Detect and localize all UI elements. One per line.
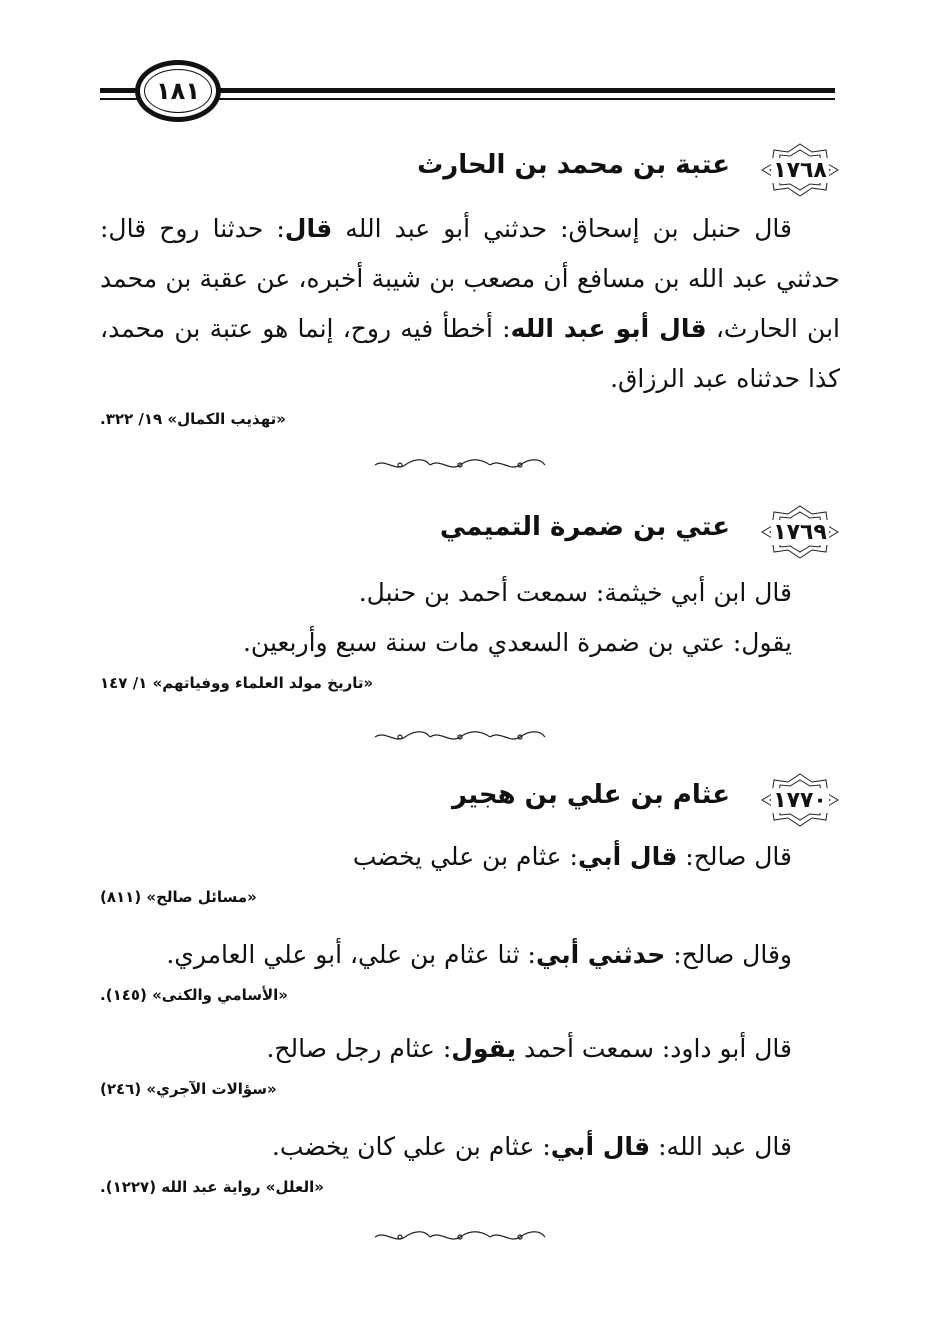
- entry-paragraph: [100, 204, 840, 404]
- source-citation: «تهذيب الكمال» ١٩/ ٣٢٢.: [100, 410, 286, 428]
- source-row: [100, 980, 840, 1010]
- text-run: قال صالح:: [677, 842, 792, 871]
- text-run: : ثنا عثام بن علي، أبو علي العامري.: [166, 940, 536, 969]
- entry-line: قال ابن أبي خيثمة: سمعت أحمد بن حنبل.: [358, 578, 792, 607]
- source-citation: «العلل» رواية عبد الله (١٢٢٧).: [100, 1178, 324, 1196]
- text-run: قال أبو داود: سمعت أحمد: [516, 1034, 792, 1063]
- entry-1769: [100, 504, 840, 698]
- page-number: ١٨١: [135, 60, 221, 122]
- source-row: [100, 404, 840, 434]
- source-row: [100, 1074, 840, 1104]
- text-run: قال حنبل بن إسحاق: حدثني أبو عبد الله: [332, 214, 792, 243]
- entry-1770: [100, 772, 840, 1202]
- bold-run: قال أبي: [577, 842, 678, 871]
- text-run: قال عبد الله:: [650, 1132, 792, 1161]
- text-run: : حدثنا روح قال: حدثني عبد الله بن مسافع أن مصعب بن شيبة أخبره، عن عقبة بن محمد ابن الحارث،: [100, 214, 840, 343]
- floral-divider-icon: [370, 458, 550, 472]
- entry-number-badge: [760, 504, 840, 560]
- entry-title: عتبة بن محمد بن الحارث: [417, 150, 730, 180]
- entry-title-row: [100, 142, 840, 198]
- source-citation: «الأسامي والكنى» (١٤٥).: [100, 986, 288, 1004]
- entry-number: ١٧٦٨: [773, 157, 827, 183]
- source-citation: «سؤالات الآجري» (٢٤٦): [100, 1080, 277, 1098]
- bold-run: يقول: [451, 1034, 517, 1063]
- quote-line: [100, 832, 840, 882]
- entry-number: ١٧٦٩: [773, 519, 827, 545]
- source-citation: «تاريخ مولد العلماء ووفياتهم» ١/ ١٤٧: [100, 674, 374, 692]
- source-row: [100, 1172, 840, 1202]
- bold-run: حدثني أبي: [535, 940, 666, 969]
- quote-line: [100, 930, 840, 980]
- entry-number-badge: [760, 772, 840, 828]
- text-run: : عثام بن علي يخضب: [352, 842, 578, 871]
- source-row: [100, 882, 840, 912]
- floral-divider-icon: [370, 730, 550, 744]
- bold-run: قال: [284, 214, 333, 243]
- entry-number: ١٧٧٠: [773, 787, 827, 813]
- entry-title: عثام بن علي بن هجير: [452, 780, 730, 810]
- source-citation: «مسائل صالح» (٨١١): [100, 888, 257, 906]
- text-run: : عثام بن علي كان يخضب.: [271, 1132, 551, 1161]
- entry-number-badge: [760, 142, 840, 198]
- text-run: : أخطأ فيه روح، إنما هو عتبة بن محمد، كذا حدثناه عبد الرزاق.: [100, 314, 840, 393]
- bold-run: قال أبي: [550, 1132, 651, 1161]
- entry-title-row: [100, 772, 840, 828]
- bold-run: قال أبو عبد الله: [510, 314, 707, 343]
- floral-divider-icon: [370, 1230, 550, 1244]
- text-run: : عثام رجل صالح.: [266, 1034, 452, 1063]
- entry-line: يقول: عتي بن ضمرة السعدي مات سنة سبع وأربعين.: [242, 628, 792, 657]
- entry-title: عتي بن ضمرة التميمي: [439, 512, 730, 542]
- text-run: وقال صالح:: [665, 940, 792, 969]
- source-row: [100, 668, 840, 698]
- quote-line: [100, 1024, 840, 1074]
- quote-line: [100, 1122, 840, 1172]
- entry-title-row: [100, 504, 840, 560]
- entry-1768: [100, 142, 840, 434]
- page-header: [100, 60, 835, 130]
